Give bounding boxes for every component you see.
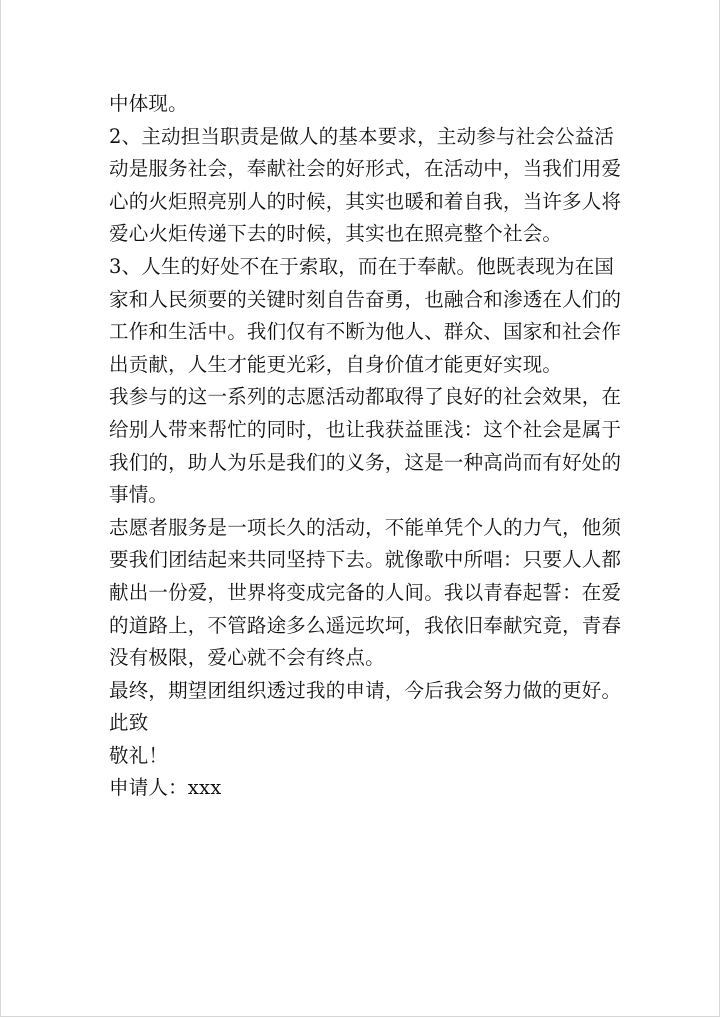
text-line: 献出一份爱，世界将变成完备的人间。我以青春起誓：在爱 bbox=[109, 580, 622, 604]
text-line: 给别人带来帮忙的同时，也让我获益匪浅：这个社会是属于 bbox=[109, 417, 622, 441]
text-line: 工作和生活中。我们仅有不断为他人、群众、国家和社会作 bbox=[109, 320, 622, 344]
text-line: 没有极限，爱心就不会有终点。 bbox=[109, 646, 385, 670]
text-line: 出贡献，人生才能更光彩，自身价值才能更好实现。 bbox=[109, 352, 563, 376]
text-line: 要我们团结起来共同坚持下去。就像歌中所唱：只要人人都 bbox=[109, 548, 622, 572]
text-line: 我们的，助人为乐是我们的义务，这是一种高尚而有好处的 bbox=[109, 450, 622, 474]
closing-regards: 敬礼！ bbox=[109, 743, 169, 767]
text-line: 的道路上，不管路途多么遥远坎坷，我依旧奉献究竟，青春 bbox=[109, 613, 622, 637]
text-line: 3、人生的好处不在于索取，而在于奉献。他既表现为在国 bbox=[109, 254, 615, 278]
text-line: 家和人民须要的关键时刻自告奋勇，也融合和渗透在人们的 bbox=[109, 287, 622, 311]
text-line: 志愿者服务是一项长久的活动，不能单凭个人的力气，他须 bbox=[109, 515, 622, 539]
text-line: 心的火炬照亮别人的时候，其实也暖和着自我，当许多人将 bbox=[109, 189, 622, 213]
text-line: 动是服务社会，奉献社会的好形式，在活动中，当我们用爱 bbox=[109, 157, 622, 181]
text-line: 最终，期望团组织透过我的申请，今后我会努力做的更好。 bbox=[109, 678, 622, 702]
text-line: 中体现。 bbox=[109, 92, 188, 115]
text-line: 爱心火炬传递下去的时候，其实也在照亮整个社会。 bbox=[109, 222, 563, 246]
text-line: 事情。 bbox=[109, 483, 169, 507]
applicant-signature: 申请人：xxx bbox=[109, 776, 222, 800]
text-line: 我参与的这一系列的志愿活动都取得了良好的社会效果，在 bbox=[109, 385, 622, 409]
text-line: 2、主动担当职责是做人的基本要求，主动参与社会公益活 bbox=[109, 124, 615, 148]
closing-salutation: 此致 bbox=[109, 711, 149, 735]
document-body bbox=[109, 88, 622, 805]
